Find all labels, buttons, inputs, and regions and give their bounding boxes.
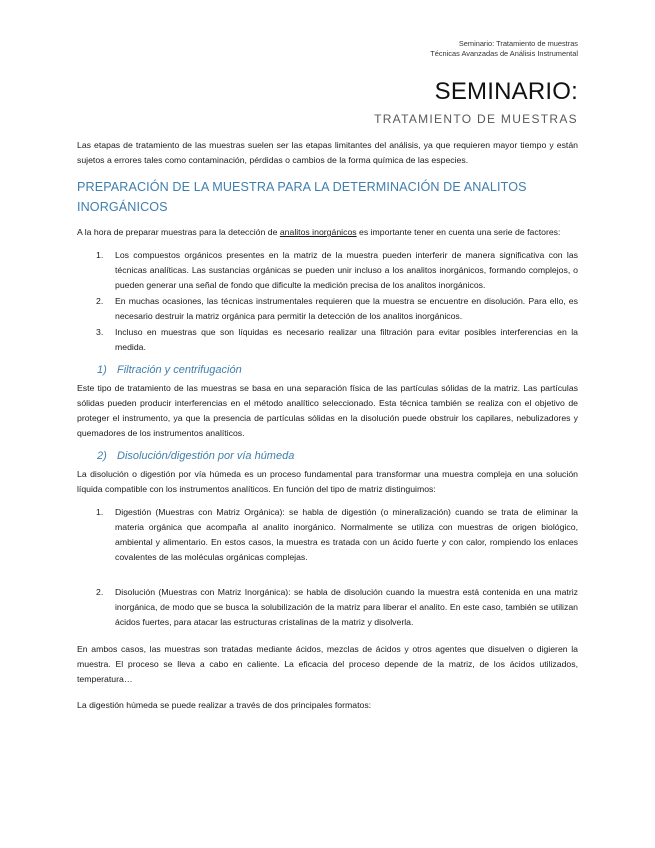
- list-item: [77, 505, 578, 565]
- subsection-heading-digestion: [77, 448, 578, 464]
- subsection-title: Disolución/digestión por vía húmeda: [117, 450, 295, 462]
- list-number: 2.: [96, 587, 104, 597]
- list-item-text: En muchas ocasiones, las técnicas instrumentales requieren que la muestra se encuentre en disolución. Para ello, es necesario destruir la matriz orgánica para permitir la detección de los analitos inorgánicos.: [115, 296, 578, 321]
- document-subtitle: TRATAMIENTO DE MUESTRAS: [374, 112, 578, 126]
- list-item-text: Digestión (Muestras con Matriz Orgánica): se habla de digestión (o mineralización) cuando se trata de eliminar la materia orgánica que acompaña al analito inorgánico. Normalmente se utiliza con muestras de origen biológico, ambiental y alimentario. En estos casos, la muestra es tratada con un ácido fuerte y con calor, rompiendo los enlaces covalentes de las moléculas orgánicas complejas.: [115, 507, 578, 562]
- filtration-paragraph: Este tipo de tratamiento de las muestras se basa en una separación física de las partículas sólidas de la matriz. Las partículas sólidas pueden producir interferencias en el método analítico seleccionado. Esta técnica también se realiza con el objetivo de proteger el instrumento, ya que la presencia de partículas sólidas en la disolución puede obstruir los capilares, nebulizadores y quemadores de los instrumentos analíticos.: [77, 383, 578, 438]
- intro-paragraph: Las etapas de tratamiento de las muestras suelen ser las etapas limitantes del análisis, ya que requieren mayor tiempo y están sujetos a errores tales como contaminación, pérdidas o cambios de la forma química de las especies.: [77, 140, 578, 165]
- final-paragraph: La digestión húmeda se puede realizar a través de dos principales formatos:: [77, 700, 372, 710]
- list-item: [77, 294, 578, 324]
- closing-paragraph: En ambos casos, las muestras son tratadas mediante ácidos, mezclas de ácidos y otros agentes que disuelven o digieren la muestra. El proceso se lleva a cabo en caliente. La eficacia del proceso depende de la matriz, de los ácidos utilizados, temperatura…: [77, 644, 578, 684]
- list-item: [77, 325, 578, 355]
- list-number: 1.: [96, 507, 104, 517]
- list-item: [77, 585, 578, 630]
- list-item-text: Disolución (Muestras con Matriz Inorgánica): se habla de disolución cuando la muestra está contenida en una matriz inorgánica, de modo que se busca la solubilización de la matriz para liberar el analito. En este caso, también se utilizan ácidos fuertes, para atacar las estructuras cristalinas de la matriz y disolverla.: [115, 587, 578, 627]
- subsection-number: 1): [97, 364, 107, 376]
- list-item-text: Los compuestos orgánicos presentes en la matriz de la muestra pueden interferir de manera significativa con las técnicas analíticas. Las sustancias orgánicas se pueden unir incluso a los analitos inorgánicos, formando complejos, o pueden generar una señal de fondo que dificulte la medición precisa de los analitos inorgánicos.: [115, 250, 578, 290]
- document-title: SEMINARIO:: [434, 78, 578, 105]
- subsection-title: Filtración y centrifugación: [117, 364, 242, 376]
- matrix-types-list: [77, 505, 578, 630]
- lead-text-after: es importante tener en cuenta una serie de factores:: [356, 227, 561, 237]
- running-header: [430, 39, 578, 59]
- lead-text-before: A la hora de preparar muestras para la detección de: [77, 227, 280, 237]
- subsection-number: 2): [97, 450, 107, 462]
- digestion-paragraph: La disolución o digestión por vía húmeda es un proceso fundamental para transformar una muestra compleja en una solución líquida compatible con los instrumentos analíticos. En función del tipo de matriz distinguimos:: [77, 469, 578, 494]
- list-item-text: Incluso en muestras que son líquidas es necesario realizar una filtración para evitar posibles interferencias en la medida.: [115, 327, 578, 352]
- list-number: 3.: [96, 327, 104, 337]
- underlined-term: analitos inorgánicos: [279, 227, 357, 237]
- section-heading: PREPARACIÓN DE LA MUESTRA PARA LA DETERMINACIÓN DE ANALITOS INORGÁNICOS: [77, 180, 527, 214]
- list-item: [77, 248, 578, 293]
- section-lead-paragraph: [77, 225, 578, 240]
- list-number: 1.: [96, 250, 104, 260]
- document-body: [77, 138, 578, 713]
- subsection-heading-filtration: [77, 362, 578, 378]
- header-line-1: Seminario: Tratamiento de muestras: [458, 39, 578, 48]
- header-line-2: Técnicas Avanzadas de Análisis Instrumental: [430, 49, 578, 58]
- list-number: 2.: [96, 296, 104, 306]
- factors-list: [77, 248, 578, 355]
